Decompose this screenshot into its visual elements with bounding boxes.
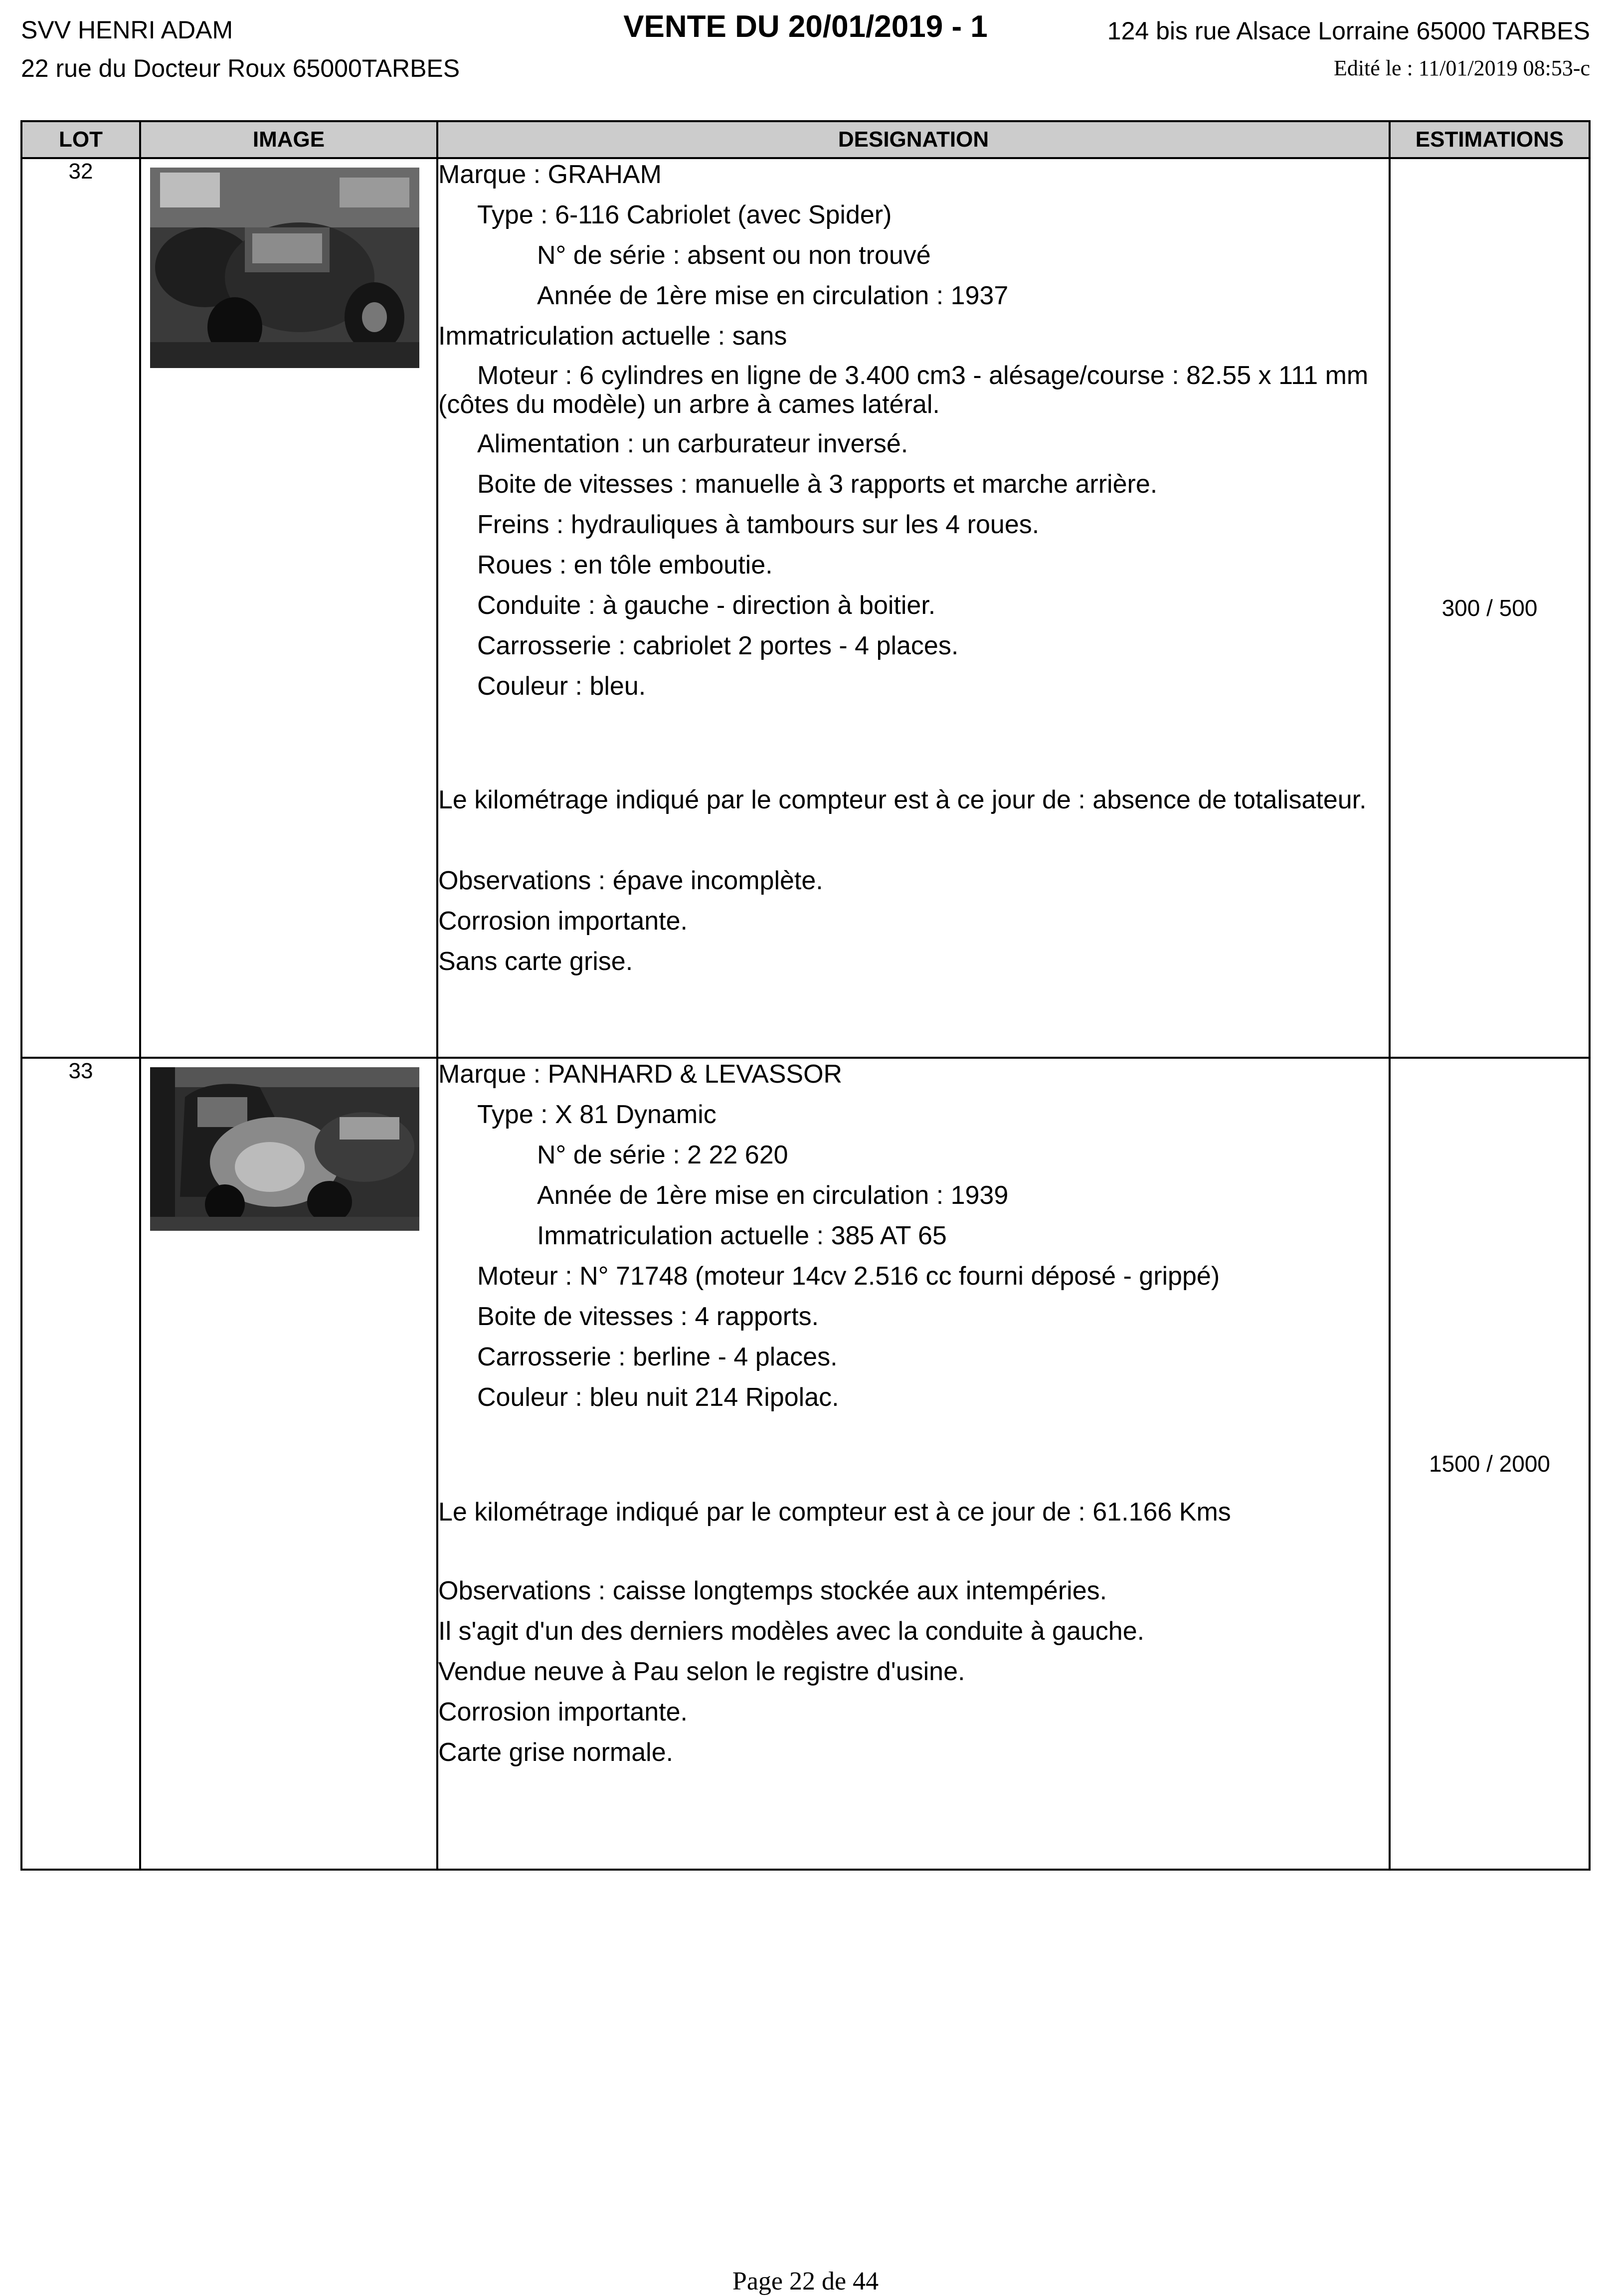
designation-line: Année de 1ère mise en circulation : 1939 xyxy=(537,1181,1009,1210)
designation-line: N° de série : 2 22 620 xyxy=(537,1141,788,1169)
estimation: 1500 / 2000 xyxy=(1390,1058,1590,1870)
company-name: SVV HENRI ADAM xyxy=(21,16,233,44)
image-cell xyxy=(140,158,437,1058)
designation-line: Roues : en tôle emboutie. xyxy=(477,551,773,579)
edited-date: Edité le : 11/01/2019 08:53-c xyxy=(1333,56,1590,80)
page-title: VENTE DU 20/01/2019 - 1 xyxy=(623,9,988,44)
designation-line: Couleur : bleu nuit 214 Ripolac. xyxy=(477,1383,839,1412)
designation-cell xyxy=(437,1058,1390,1870)
header-lot: LOT xyxy=(21,121,140,158)
mileage-line: Le kilométrage indiqué par le compteur est à ce jour de : 61.166 Kms xyxy=(438,1498,1231,1527)
image-cell xyxy=(140,1058,437,1870)
designation-line: Immatriculation actuelle : 385 AT 65 xyxy=(537,1221,947,1250)
observation-line: Carte grise normale. xyxy=(438,1738,674,1767)
designation-cell xyxy=(437,158,1390,1058)
observation-line: Corrosion importante. xyxy=(438,907,688,936)
observation-line: Corrosion importante. xyxy=(438,1698,688,1726)
designation-line: Type : X 81 Dynamic xyxy=(477,1100,716,1129)
observation-line: Il s'agit d'un des derniers modèles avec la conduite à gauche. xyxy=(438,1617,1145,1646)
header-image: IMAGE xyxy=(140,121,437,158)
designation-line: Freins : hydrauliques à tambours sur les 4 roues. xyxy=(477,510,1040,539)
car-photo-graphic xyxy=(150,1067,419,1231)
designation-line: Moteur : 6 cylindres en ligne de 3.400 cm3 - alésage/course : 82.55 x 111 mm (côtes du modèle) un arbre à cames latéral. xyxy=(438,361,1369,419)
designation-line: Carrosserie : cabriolet 2 portes - 4 places. xyxy=(477,631,959,660)
designation-line: Moteur : N° 71748 (moteur 14cv 2.516 cc fourni déposé - grippé) xyxy=(477,1262,1220,1291)
observation-line: Observations : épave incomplète. xyxy=(438,866,823,895)
lot-number: 32 xyxy=(21,158,140,1058)
lot-number: 33 xyxy=(21,1058,140,1870)
table-row xyxy=(21,1058,1590,1870)
car-photo-graphic xyxy=(150,168,419,368)
designation-line: Conduite : à gauche - direction à boitier. xyxy=(477,591,936,620)
catalog-table xyxy=(20,120,1591,1871)
designation-line: N° de série : absent ou non trouvé xyxy=(537,241,931,270)
designation-line: Boite de vitesses : manuelle à 3 rapports et marche arrière. xyxy=(477,470,1158,499)
company-address: 22 rue du Docteur Roux 65000TARBES xyxy=(21,54,460,82)
designation-line: Marque : PANHARD & LEVASSOR xyxy=(438,1060,843,1089)
designation-line: Année de 1ère mise en circulation : 1937 xyxy=(537,281,1009,310)
right-address: 124 bis rue Alsace Lorraine 65000 TARBES xyxy=(1107,17,1590,45)
car-photo[interactable] xyxy=(150,168,419,368)
mileage-line: Le kilométrage indiqué par le compteur est à ce jour de : absence de totalisateur. xyxy=(438,785,1367,814)
designation-line: Immatriculation actuelle : sans xyxy=(438,322,787,351)
table-header-row xyxy=(21,121,1590,158)
designation-line: Type : 6-116 Cabriolet (avec Spider) xyxy=(477,200,892,229)
table-row xyxy=(21,158,1590,1058)
observation-line: Sans carte grise. xyxy=(438,947,633,976)
page-number: Page 22 de 44 xyxy=(732,2267,879,2296)
observation-line: Observations : caisse longtemps stockée aux intempéries. xyxy=(438,1576,1107,1605)
designation-line: Couleur : bleu. xyxy=(477,672,646,701)
designation-line: Boite de vitesses : 4 rapports. xyxy=(477,1302,819,1331)
designation-line: Marque : GRAHAM xyxy=(438,160,662,189)
header-designation: DESIGNATION xyxy=(437,121,1390,158)
observation-line: Vendue neuve à Pau selon le registre d'usine. xyxy=(438,1657,965,1686)
designation-line: Alimentation : un carburateur inversé. xyxy=(477,429,908,458)
car-photo[interactable] xyxy=(150,1067,419,1231)
designation-line: Carrosserie : berline - 4 places. xyxy=(477,1342,838,1371)
header-estimations: ESTIMATIONS xyxy=(1390,121,1590,158)
estimation: 300 / 500 xyxy=(1390,158,1590,1058)
